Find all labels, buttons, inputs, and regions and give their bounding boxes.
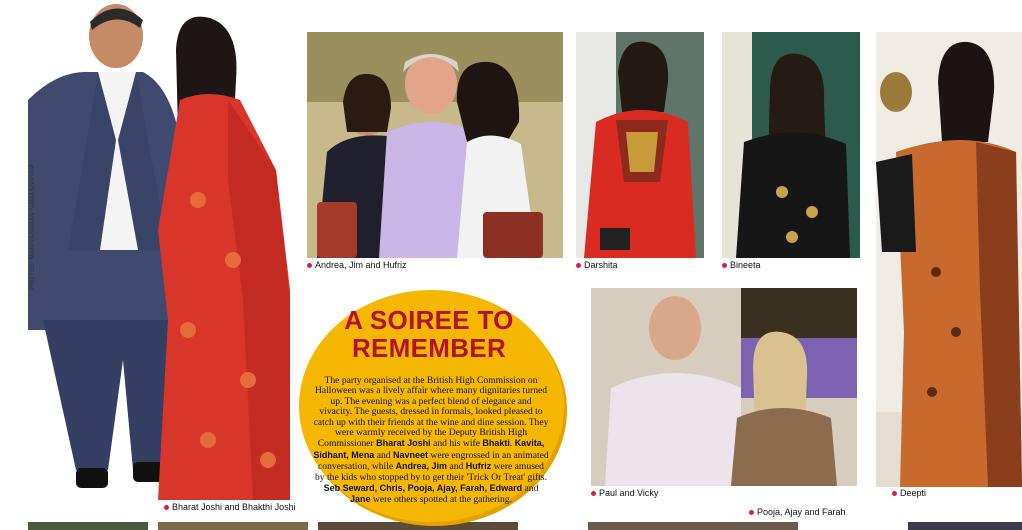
bullet-dot <box>591 491 596 496</box>
caption-deepti: Deepti <box>892 488 926 499</box>
headline-line-1: A SOIREE TO <box>344 305 514 335</box>
caption-darshita: Darshita <box>576 260 618 271</box>
caption-andrea-jim-hufriz: Andrea, Jim and Hufriz <box>307 260 407 271</box>
photo-bineeta <box>722 32 860 258</box>
caption-bharat-bhakthi: Bharat Joshi and Bhakthi Joshi <box>164 502 296 513</box>
bullet-dot <box>164 505 169 510</box>
photo-andrea-jim-hufriz <box>307 32 563 258</box>
headline-line-2: REMEMBER <box>351 333 507 363</box>
photo-deepti <box>876 32 1022 487</box>
bullet-dot <box>722 263 727 268</box>
photo-strip-bottom <box>28 522 1022 530</box>
bullet-dot <box>576 263 581 268</box>
photo-paul-vicky <box>591 288 857 486</box>
headline <box>318 306 540 362</box>
photo-darshita <box>576 32 704 258</box>
bullet-dot <box>307 263 312 268</box>
caption-pooja-ajay-farah: Pooja, Ajay and Farah <box>749 507 846 518</box>
bullet-dot <box>749 510 754 515</box>
caption-paul-vicky: Paul and Vicky <box>591 488 658 499</box>
photo-bharat-bhakthi <box>28 0 296 505</box>
story-text: The party organised at the British High Commission on Halloween was a lively affair where many dignitaries turned up. The evening was a perfect blend of elegance and vivacity. The guests, dressed in formals, looked pleased to catch up with their friends at the wine and dine session. They were warmly received by the Deputy British High Commissioner Bharat Joshi and his wife Bhakti. Kavita, Sidhant, Mena and Navneet were engrossed in an animated conversation, while Andrea, Jim and Hufriz were amused by the kids who stopped by to get their 'Trick Or Treat' gifts. Seb Seward, Chris, Pooja, Ajay, Farah, Edward and Jane were others spotted at the gathering. <box>313 375 549 506</box>
photo-credit: PHOTOS: MANIVASAGAN NAMASIVAYAM <box>30 164 36 290</box>
bullet-dot <box>892 491 897 496</box>
caption-bineeta: Bineeta <box>722 260 761 271</box>
